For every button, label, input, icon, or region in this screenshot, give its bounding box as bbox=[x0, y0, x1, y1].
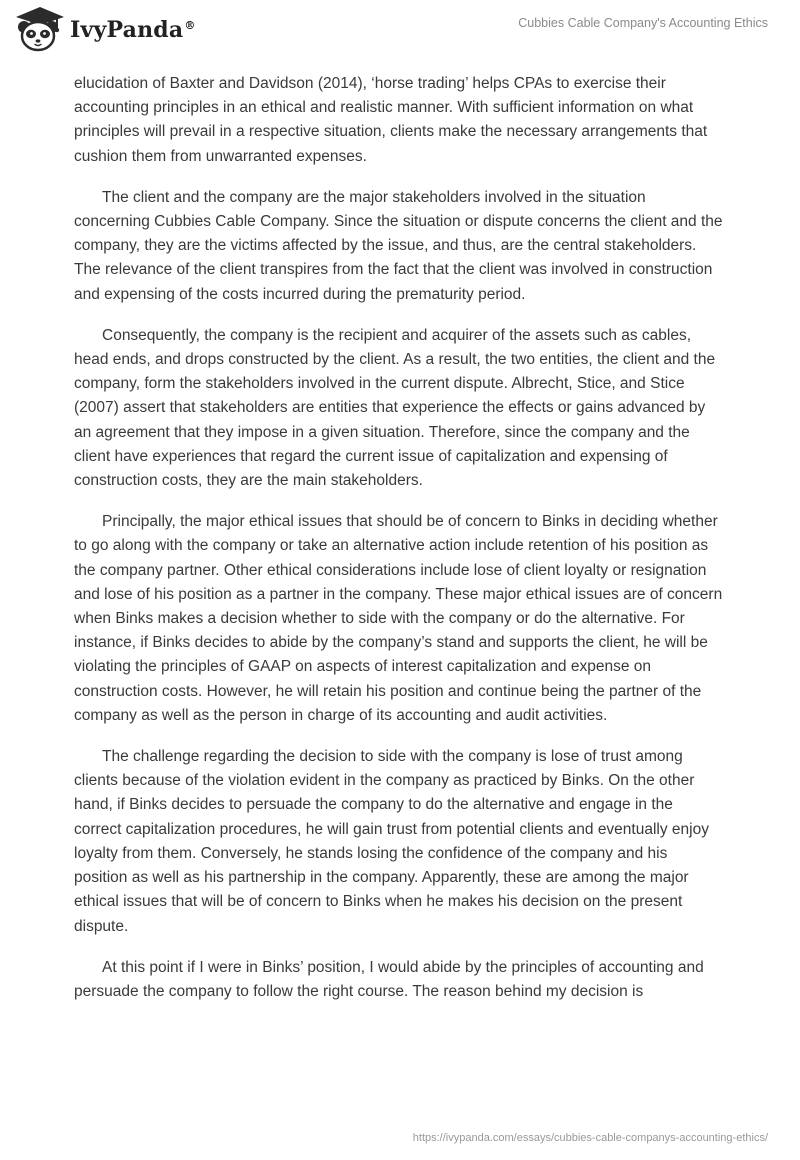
paragraph: The challenge regarding the decision to side with the company is lose of trust among clients because of the violation evident in the company as practiced by Binks. On the other hand, if Binks decides to persuade the company to do the alternative and engage in the correct capitalization procedures, he will gain trust from potential clients and eventually enjoy loyalty from them. Conversely, he stands losing the confidence of the company and his position as well as his partnership in the company. Apparently, these are among the major ethical issues that will be of concern to Binks when he makes his decision on the present dispute. bbox=[74, 748, 709, 935]
page-header bbox=[0, 0, 800, 60]
panda-graduate-icon bbox=[10, 3, 68, 58]
brand-name: IvyPanda® bbox=[70, 17, 196, 43]
brand-logo[interactable] bbox=[10, 6, 196, 54]
paragraph: Consequently, the company is the recipient and acquirer of the assets such as cables, head ends, and drops constructed by the client. As a result, the two entities, the client and the company, form the stakeholders involved in the current dispute. Albrecht, Stice, and Stice (2007) assert that stakeholders are entities that experience the effects or gains advanced by an agreement that they impose in a given situation. Therefore, since the company and the client have experiences that regard the current issue of capitalization and expensing of construction costs, they are the main stakeholders. bbox=[74, 326, 716, 490]
paragraph: The client and the company are the major stakeholders involved in the situation concerning Cubbies Cable Company. Since the situation or dispute concerns the client and the company, they are the victims affected by the issue, and thus, are the central stakeholders. The relevance of the client transpires from the fact that the client was involved in construction and expensing of the costs incurred during the prematurity period. bbox=[74, 188, 723, 303]
paragraph: At this point if I were in Binks’ position, I would abide by the principles of accounting and persuade the company to follow the right course. The reason behind my decision is bbox=[74, 958, 704, 1000]
paragraph: elucidation of Baxter and Davidson (2014), ‘horse trading’ helps CPAs to exercise their accounting principles in an ethical and realistic manner. With sufficient information on what principles will prevail in a respective situation, clients make the necessary arrangements that cushion them from unwarranted expenses. bbox=[74, 75, 708, 165]
essay-body bbox=[74, 72, 724, 1021]
document-title: Cubbies Cable Company's Accounting Ethics bbox=[518, 16, 768, 30]
source-url[interactable]: https://ivypanda.com/essays/cubbies-cable-companys-accounting-ethics/ bbox=[412, 1132, 768, 1144]
paragraph: Principally, the major ethical issues that should be of concern to Binks in deciding whether to go along with the company or take an alternative action include retention of his position as the company partner. Other ethical considerations include lose of client loyalty or resignation and lose of his position as a partner in the company. These major ethical issues are of concern when Binks makes a decision whether to side with the company or do the alternative. For instance, if Binks decides to abide by the company’s stand and supports the client, he will be violating the principles of GAAP on aspects of interest capitalization and expense on construction costs. However, he will retain his position and continue being the partner of the company as well as the person in charge of its accounting and audit activities. bbox=[74, 513, 723, 724]
